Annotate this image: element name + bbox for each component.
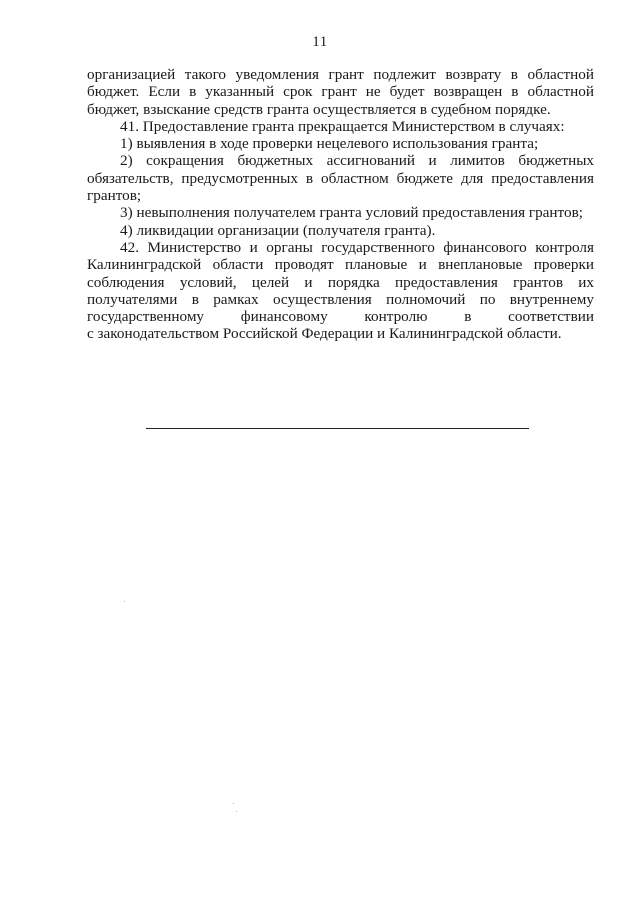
end-of-text-divider (146, 428, 529, 429)
scan-speck (233, 803, 234, 804)
paragraph-grant-return: организацией такого уведомления грант подлежит возврату в областной бюджет. Если в указанный срок грант не будет возвращен в областной бюджет, взыскание средств гранта осуществляется в судебном порядке. (87, 66, 594, 118)
paragraph-41-item-1: 1) выявления в ходе проверки нецелевого использования гранта; (120, 135, 539, 153)
scan-speck (236, 811, 237, 812)
scan-speck (124, 601, 125, 602)
paragraph-42-continuation: с законодательством Российской Федерации и Калининградской области. (87, 325, 562, 343)
paragraph-41-item-2: 2) сокращения бюджетных ассигнований и лимитов бюджетных обязательств, предусмотренных в областном бюджете для предоставления грантов; (87, 152, 594, 205)
paragraph-41-item-4: 4) ликвидации организации (получателя гранта). (120, 221, 436, 239)
page-number: 11 (312, 34, 328, 50)
paragraph-41-item-3: 3) невыполнения получателем гранта условий предоставления грантов; (120, 204, 583, 222)
paragraph-41-intro: 41. Предоставление гранта прекращается Министерством в случаях: (120, 117, 565, 135)
paragraph-42: 42. Министерство и органы государственного финансового контроля Калининградской области проводят плановые и внеплановые проверки соблюдения условий, целей и порядка предоставления грантов их получателями в рамках осуществления полномочий по внутреннему государственному финансовому контролю в соответствии (87, 238, 594, 326)
document-body (87, 66, 594, 343)
